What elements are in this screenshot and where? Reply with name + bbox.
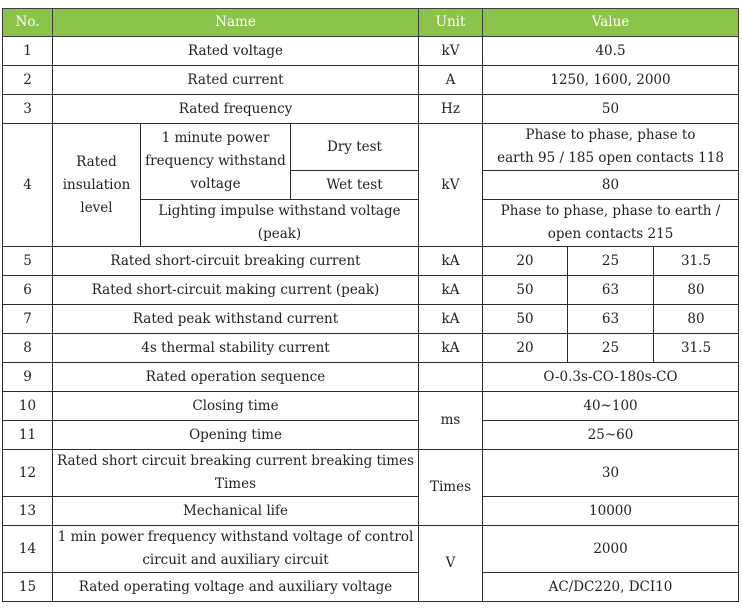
value-line: Phase to phase, phase to bbox=[525, 127, 696, 143]
group-label-line: insulation bbox=[62, 176, 131, 193]
row-name: Closing time bbox=[53, 392, 419, 421]
row-no: 7 bbox=[3, 305, 53, 334]
table-row bbox=[3, 37, 739, 66]
row-no: 13 bbox=[3, 497, 53, 526]
row-name: Rated frequency bbox=[53, 95, 419, 124]
row-unit: kA bbox=[419, 247, 483, 276]
row-no: 9 bbox=[3, 363, 53, 392]
table-row bbox=[3, 363, 739, 392]
row-name: Rated operating voltage and auxiliary voltage bbox=[53, 573, 419, 602]
row-value: 1250, 1600, 2000 bbox=[483, 66, 739, 95]
dry-test-value bbox=[483, 124, 739, 171]
row-name: Rated short-circuit breaking current bbox=[53, 247, 419, 276]
dry-test-label: Dry test bbox=[291, 124, 419, 171]
table-header-row bbox=[3, 9, 739, 37]
row-unit: kA bbox=[419, 334, 483, 363]
label-line: voltage bbox=[190, 176, 241, 192]
row-unit: ms bbox=[419, 392, 483, 450]
group-label-line: Rated bbox=[76, 153, 117, 170]
header-name: Name bbox=[53, 9, 419, 37]
row-value: 30 bbox=[483, 450, 739, 497]
row-unit: Hz bbox=[419, 95, 483, 124]
row-unit bbox=[419, 363, 483, 392]
value-line: Phase to phase, phase to earth / bbox=[500, 203, 721, 219]
row-value-3: 80 bbox=[654, 305, 739, 334]
row-no: 4 bbox=[3, 124, 53, 247]
header-value: Value bbox=[483, 9, 739, 37]
value-line: open contacts 215 bbox=[547, 226, 674, 242]
row-value-2: 25 bbox=[568, 334, 654, 363]
table-row bbox=[3, 124, 739, 171]
row-name bbox=[53, 526, 419, 573]
wet-test-label: Wet test bbox=[291, 171, 419, 200]
row-value-3: 31.5 bbox=[654, 334, 739, 363]
table-row bbox=[3, 276, 739, 305]
table-row bbox=[3, 95, 739, 124]
row-name: Opening time bbox=[53, 421, 419, 450]
label-line: Lighting impulse withstand voltage bbox=[158, 203, 401, 219]
row-unit: A bbox=[419, 66, 483, 95]
row-no: 6 bbox=[3, 276, 53, 305]
label-line: (peak) bbox=[257, 226, 302, 242]
row-no: 3 bbox=[3, 95, 53, 124]
table-row bbox=[3, 497, 739, 526]
specification-table bbox=[2, 8, 739, 602]
table-row bbox=[3, 334, 739, 363]
row-no: 10 bbox=[3, 392, 53, 421]
row-no: 1 bbox=[3, 37, 53, 66]
row-no: 8 bbox=[3, 334, 53, 363]
row-unit: kV bbox=[419, 37, 483, 66]
name-line: circuit and auxiliary circuit bbox=[142, 552, 329, 568]
row-value-1: 20 bbox=[483, 247, 568, 276]
row-value: 50 bbox=[483, 95, 739, 124]
row-no: 12 bbox=[3, 450, 53, 497]
row-value-1: 20 bbox=[483, 334, 568, 363]
header-unit: Unit bbox=[419, 9, 483, 37]
row-value: 10000 bbox=[483, 497, 739, 526]
table-row bbox=[3, 421, 739, 450]
row-name bbox=[53, 450, 419, 497]
row-value-1: 50 bbox=[483, 276, 568, 305]
row-name: Rated operation sequence bbox=[53, 363, 419, 392]
row-name: Rated short-circuit making current (peak) bbox=[53, 276, 419, 305]
value-line: earth 95 / 185 open contacts 118 bbox=[497, 150, 724, 166]
row-value-2: 63 bbox=[568, 276, 654, 305]
label-line: 1 minute power bbox=[161, 130, 270, 146]
insulation-group-label bbox=[53, 124, 141, 247]
name-line: Rated short circuit breaking current breaking times bbox=[57, 453, 414, 469]
row-unit: V bbox=[419, 526, 483, 602]
row-value-2: 25 bbox=[568, 247, 654, 276]
row-value: 25~60 bbox=[483, 421, 739, 450]
row-value: AC/DC220, DCI10 bbox=[483, 573, 739, 602]
row-no: 14 bbox=[3, 526, 53, 573]
table-row bbox=[3, 66, 739, 95]
table-row bbox=[3, 573, 739, 602]
row-unit: kA bbox=[419, 305, 483, 334]
row-no: 15 bbox=[3, 573, 53, 602]
group-label-line: level bbox=[80, 199, 113, 216]
row-value-2: 63 bbox=[568, 305, 654, 334]
row-name: Rated current bbox=[53, 66, 419, 95]
row-value-3: 80 bbox=[654, 276, 739, 305]
impulse-label bbox=[141, 200, 419, 247]
row-value: 40.5 bbox=[483, 37, 739, 66]
row-name: 4s thermal stability current bbox=[53, 334, 419, 363]
label-line: frequency withstand bbox=[145, 153, 286, 169]
name-line: 1 min power frequency withstand voltage of control bbox=[57, 529, 414, 545]
row-unit: kA bbox=[419, 276, 483, 305]
wet-test-value: 80 bbox=[483, 171, 739, 200]
row-value-3: 31.5 bbox=[654, 247, 739, 276]
table-row bbox=[3, 305, 739, 334]
row-no: 5 bbox=[3, 247, 53, 276]
row-name: Rated peak withstand current bbox=[53, 305, 419, 334]
header-no: No. bbox=[3, 9, 53, 37]
table-row bbox=[3, 450, 739, 497]
name-line: Times bbox=[214, 476, 257, 492]
row-no: 2 bbox=[3, 66, 53, 95]
row-unit: Times bbox=[419, 450, 483, 526]
table-row bbox=[3, 392, 739, 421]
row-value: 2000 bbox=[483, 526, 739, 573]
row-no: 11 bbox=[3, 421, 53, 450]
row-name: Rated voltage bbox=[53, 37, 419, 66]
row-value: O-0.3s-CO-180s-CO bbox=[483, 363, 739, 392]
row-value: 40~100 bbox=[483, 392, 739, 421]
row-value-1: 50 bbox=[483, 305, 568, 334]
table-row bbox=[3, 526, 739, 573]
table-row bbox=[3, 247, 739, 276]
row-unit: kV bbox=[419, 124, 483, 247]
row-name: Mechanical life bbox=[53, 497, 419, 526]
power-frequency-label bbox=[141, 124, 291, 200]
impulse-value bbox=[483, 200, 739, 247]
